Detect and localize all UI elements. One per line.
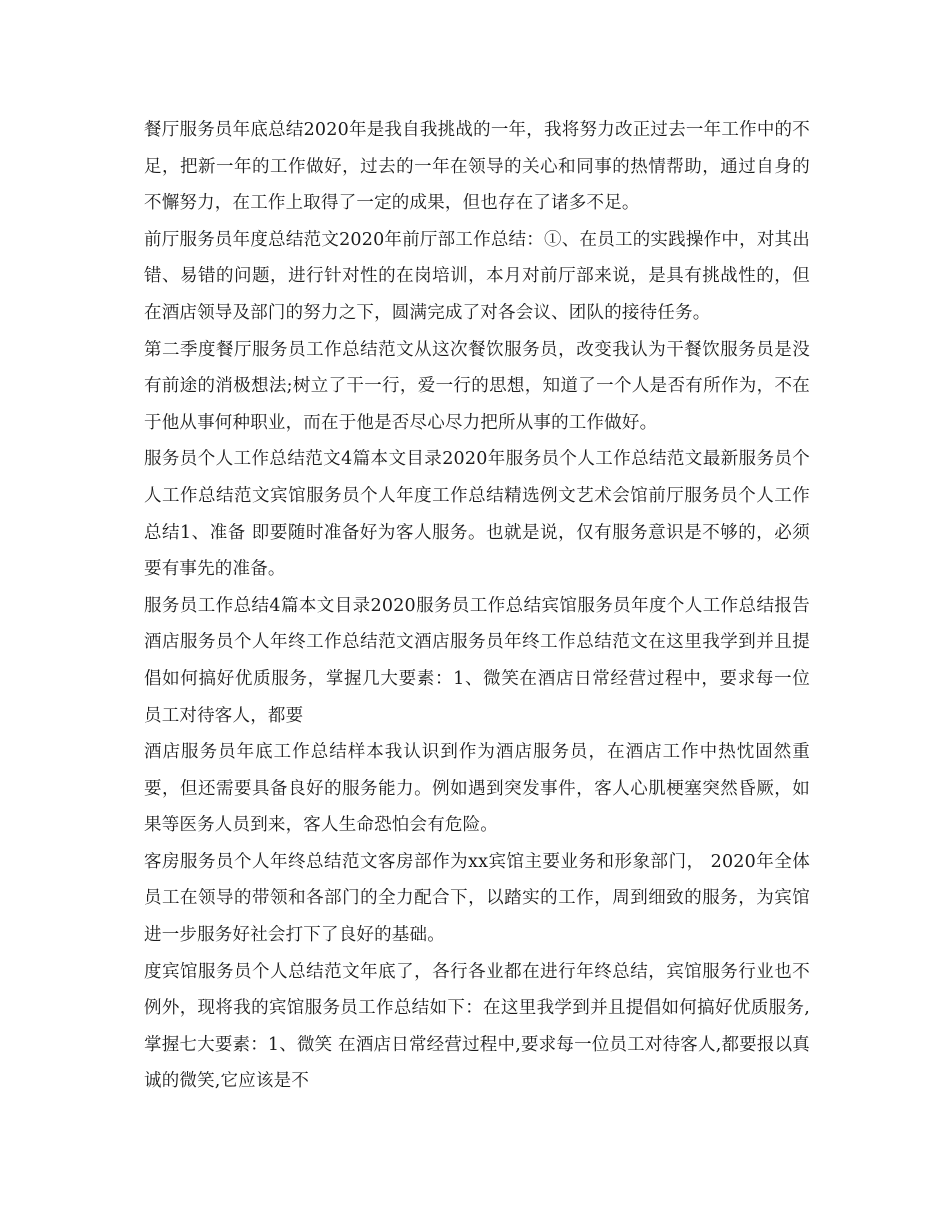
document-body [144,112,810,1100]
paragraph-4: 服务员个人工作总结范文4篇本文目录2020年服务员个人工作总结范文最新服务员个人工作总结范文宾馆服务员个人年度工作总结精选例文艺术会馆前厅服务员个人工作总结1、准备 即要随时准备好为客人服务。也就是说，仅有服务意识是不够的，必须要有事先的准备。 [144,449,810,580]
paragraph-5: 服务员工作总结4篇本文目录2020服务员工作总结宾馆服务员年度个人工作总结报告酒店服务员个人年终工作总结范文酒店服务员年终工作总结范文在这里我学到并且提倡如何搞好优质服务，掌握几大要素：1、微笑在酒店日常经营过程中，要求每一位员工对待客人，都要 [144,595,810,726]
paragraph-8: 度宾馆服务员个人总结范文年底了，各行各业都在进行年终总结，宾馆服务行业也不例外，现将我的宾馆服务员工作总结如下：在这里我学到并且提倡如何搞好优质服务,掌握七大要素：1、微笑 在酒店日常经营过程中,要求每一位员工对待客人,都要报以真诚的微笑,它应该是不 [144,961,810,1092]
paragraph-2: 前厅服务员年度总结范文2020年前厅部工作总结：①、在员工的实践操作中，对其出错、易错的问题，进行针对性的在岗培训，本月对前厅部来说，是具有挑战性的，但在酒店领导及部门的努力之下，圆满完成了对各会议、团队的接待任务。 [144,229,810,323]
paragraph-1: 餐厅服务员年底总结2020年是我自我挑战的一年，我将努力改正过去一年工作中的不足，把新一年的工作做好，过去的一年在领导的关心和同事的热情帮助，通过自身的不懈努力，在工作上取得了一定的成果，但也存在了诸多不足。 [144,120,810,214]
paragraph-3: 第二季度餐厅服务员工作总结范文从这次餐饮服务员，改变我认为干餐饮服务员是没有前途的消极想法;树立了干一行，爱一行的思想，知道了一个人是否有所作为，不在于他从事何种职业，而在于他是否尽心尽力把所从事的工作做好。 [144,339,810,433]
paragraph-7: 客房服务员个人年终总结范文客房部作为xx宾馆主要业务和形象部门， 2020年全体员工在领导的带领和各部门的全力配合下，以踏实的工作，周到细致的服务，为宾馆进一步服务好社会打下了良好的基础。 [144,851,810,946]
paragraph-6: 酒店服务员年底工作总结样本我认识到作为酒店服务员，在酒店工作中热忱固然重要，但还需要具备良好的服务能力。例如遇到突发事件，客人心肌梗塞突然昏厥，如果等医务人员到来，客人生命恐怕会有危险。 [144,742,810,836]
